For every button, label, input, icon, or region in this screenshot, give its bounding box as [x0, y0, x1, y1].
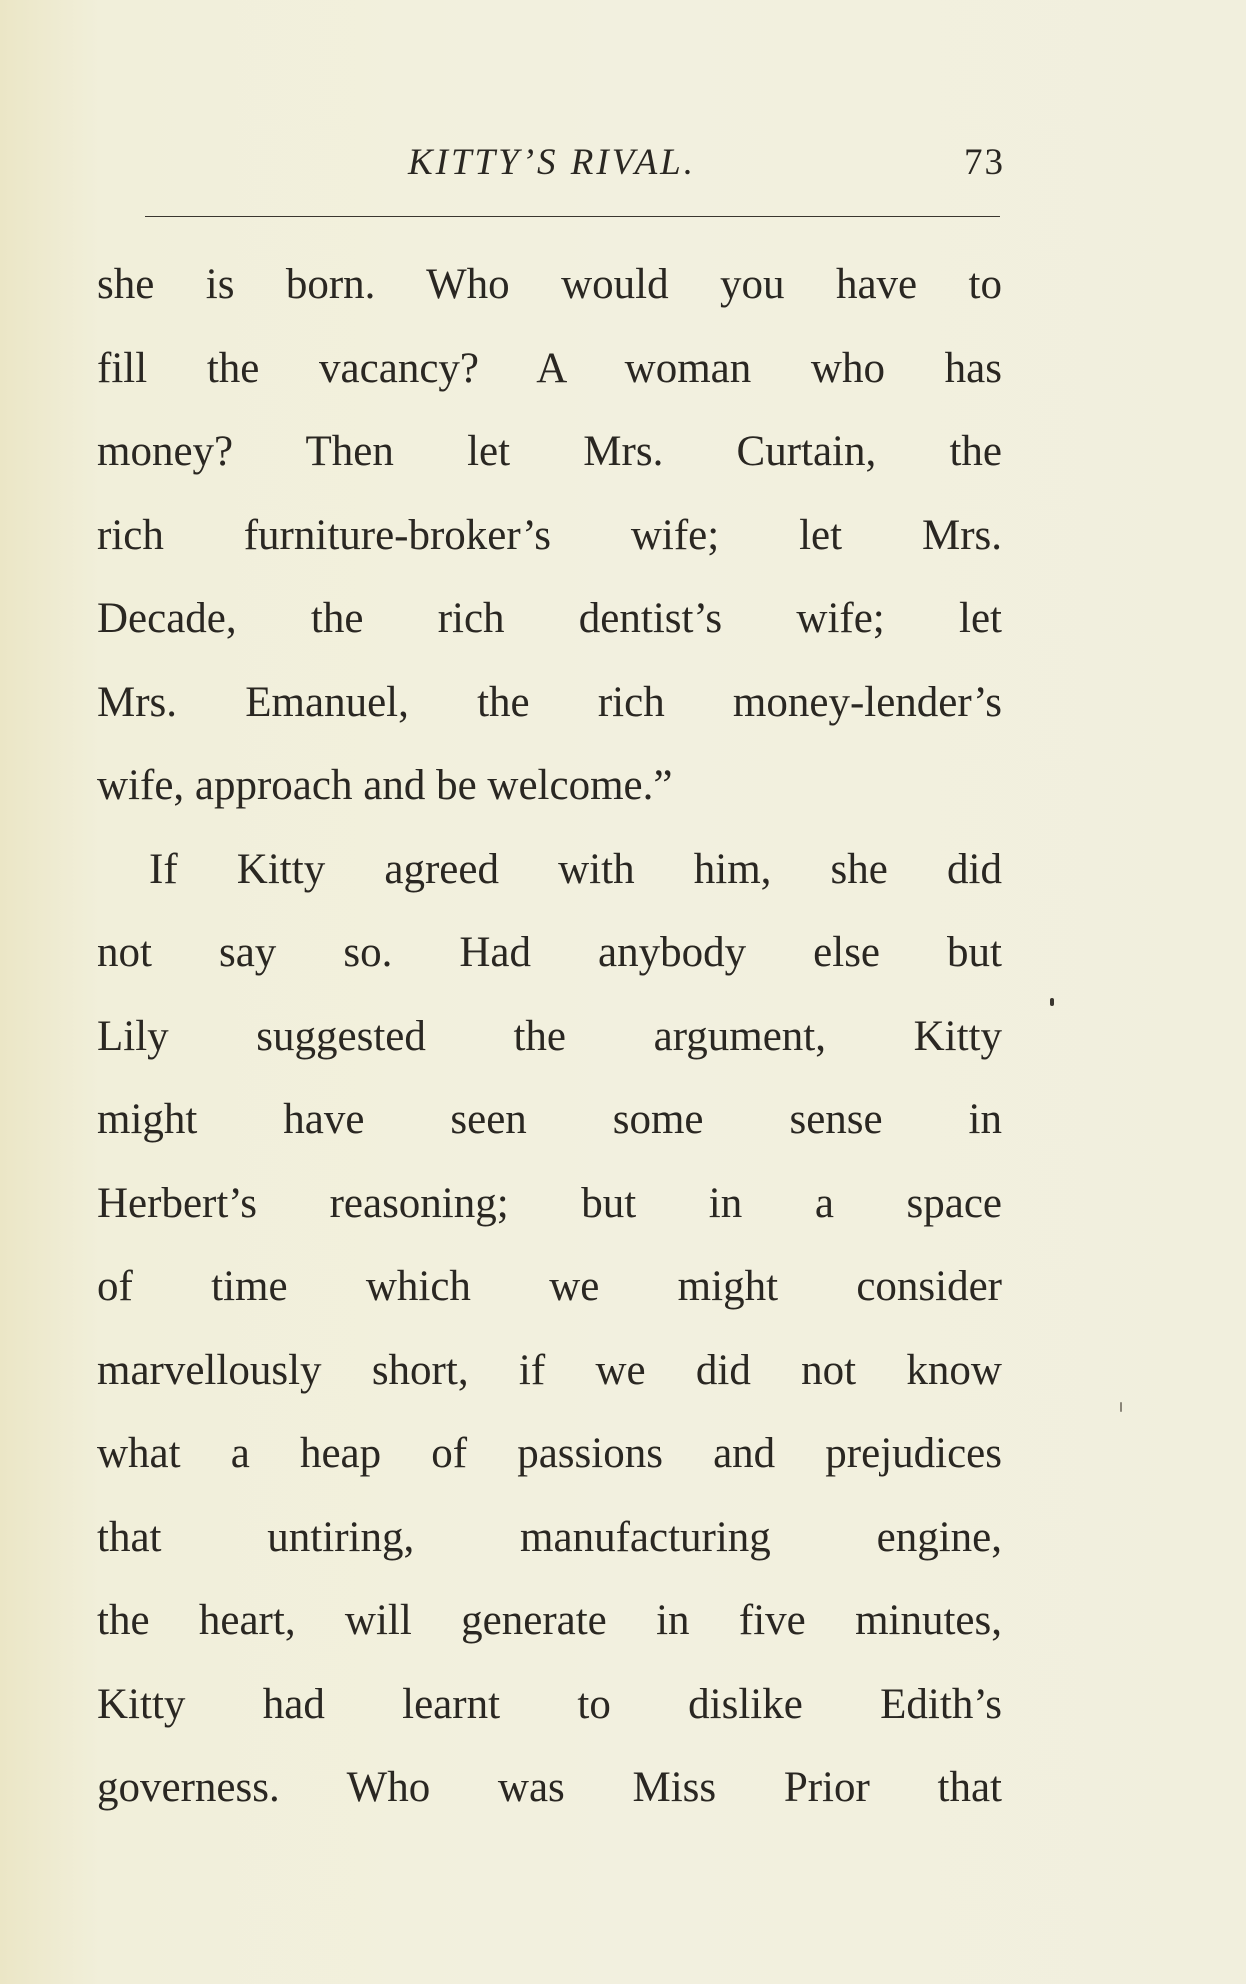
text-line: marvellously short, if we did not know: [97, 1346, 1002, 1394]
text-line: fill the vacancy? A woman who has: [97, 344, 1002, 392]
text-line: what a heap of passions and prejudices: [97, 1430, 1002, 1477]
text-line: Mrs. Emanuel, the rich money-lender’s: [97, 678, 1002, 726]
text-line: of time which we might consider: [97, 1263, 1002, 1310]
header-rule: [145, 216, 1000, 217]
body-text: [97, 250, 1002, 1837]
text-line: rich furniture-broker’s wife; let Mrs.: [97, 511, 1002, 559]
running-title: KITTY’S RIVAL.: [407, 142, 696, 183]
page-number: 73: [964, 142, 1005, 183]
text-line: If Kitty agreed with him, she did: [149, 845, 1002, 893]
print-speck: [1120, 1402, 1122, 1412]
text-line: Decade, the rich dentist’s wife; let: [97, 595, 1002, 642]
text-line: might have seen some sense in: [97, 1096, 1002, 1143]
text-line: Herbert’s reasoning; but in a space: [97, 1179, 1002, 1227]
text-line: Lily suggested the argument, Kitty: [97, 1012, 1002, 1060]
text-line: wife, approach and be welcome.”: [97, 762, 673, 809]
text-line: that untiring, manufacturing engine,: [97, 1513, 1002, 1561]
text-line: money? Then let Mrs. Curtain, the: [97, 428, 1002, 475]
page-header: [100, 138, 1005, 188]
print-speck: [1050, 998, 1054, 1006]
text-line: governess. Who was Miss Prior that: [97, 1764, 1002, 1811]
text-line: the heart, will generate in five minutes,: [97, 1597, 1002, 1644]
text-line: Kitty had learnt to dislike Edith’s: [97, 1680, 1002, 1728]
text-line: she is born. Who would you have to: [97, 261, 1002, 308]
text-line: not say so. Had anybody else but: [97, 929, 1002, 976]
